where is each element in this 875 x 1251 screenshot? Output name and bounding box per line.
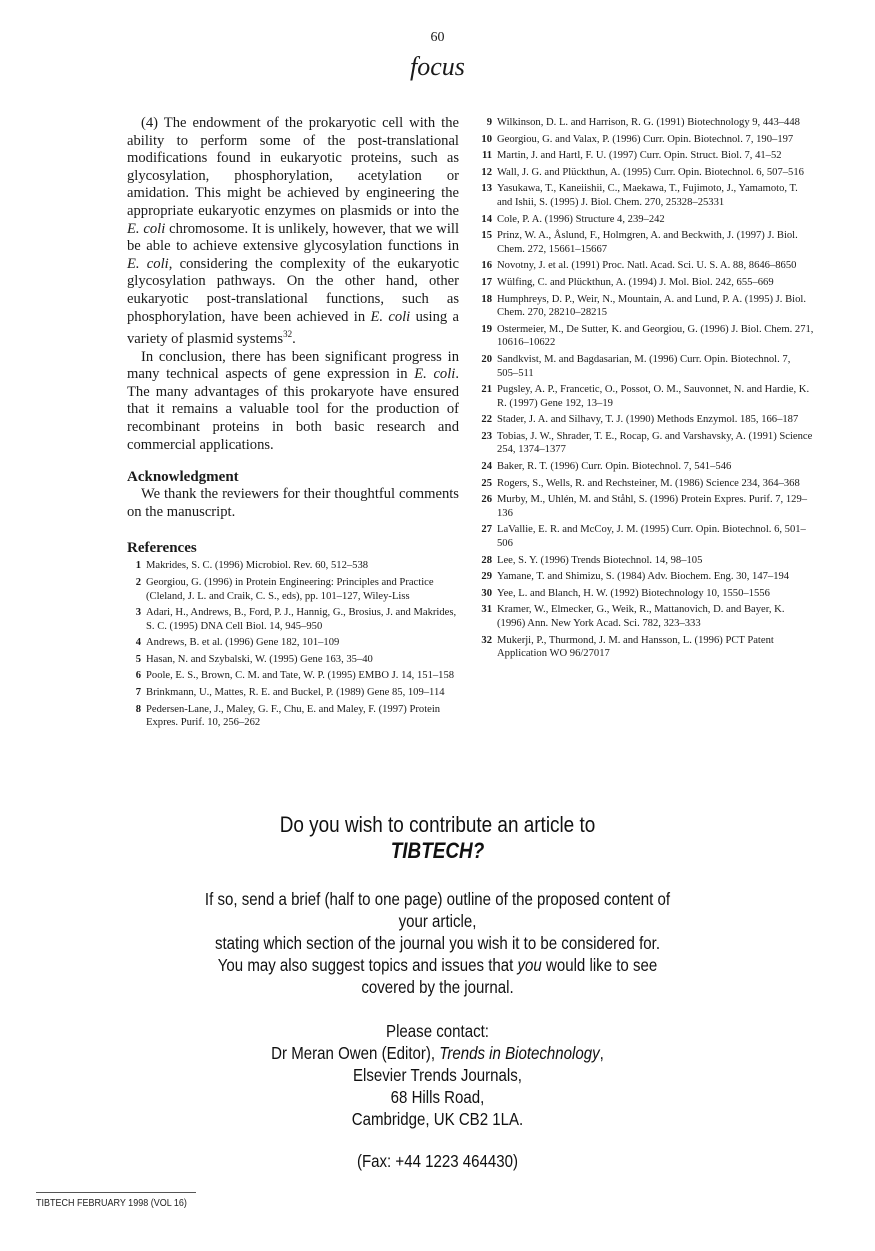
reference-number: 17 xyxy=(481,276,492,288)
reference-number: 5 xyxy=(135,653,141,665)
reference-item xyxy=(127,703,459,730)
notice-journal: TIBTECH? xyxy=(390,838,485,863)
body-paragraph-2: In conclusion, there has been significant progress in many technical aspects of gene expression in E. coli. The many advantages of this prokaryote have ensured that it remains a valuable tool for the production of recombinant proteins in both basic research and commercial applications. xyxy=(127,348,459,453)
reference-text: Adari, H., Andrews, B., Ford, P. J., Hannig, G., Brosius, J. and Makrides, S. C. (1995) DNA Cell Biol. 14, 945–950 xyxy=(146,607,457,632)
reference-number: 2 xyxy=(135,576,141,588)
reference-number: 15 xyxy=(481,230,492,242)
reference-number: 22 xyxy=(481,414,492,426)
reference-item xyxy=(478,116,814,130)
reference-text: Pedersen-Lane, J., Maley, G. F., Chu, E. and Maley, F. (1997) Protein Expres. Purif. 10, 256–262 xyxy=(146,703,441,729)
contribution-notice xyxy=(190,812,685,1172)
reference-item xyxy=(127,636,459,650)
acknowledgment-text: We thank the reviewers for their thoughtful comments on the manuscript. xyxy=(127,486,459,520)
reference-text: Lee, S. Y. (1996) Trends Biotechnol. 14, 98–105 xyxy=(497,554,703,566)
reference-item xyxy=(478,276,814,290)
notice-fax: (Fax: +44 1223 464430) xyxy=(356,1151,519,1171)
left-column xyxy=(127,115,459,733)
reference-text: Murby, M., Uhlén, M. and Ståhl, S. (1996) Protein Expres. Purif. 7, 129–136 xyxy=(497,494,808,519)
reference-item xyxy=(478,430,814,457)
reference-text: Georgiou, G. (1996) in Protein Engineering: Principles and Practice (Cleland, J. L. and Craik, C. S., eds), pp. 101–127, Wiley-Liss xyxy=(146,576,434,602)
reference-text: Kramer, W., Elmecker, G., Weik, R., Mattanovich, D. and Bayer, K. (1996) Ann. New York Acad. Sci. 782, 323–333 xyxy=(497,604,785,629)
reference-number: 20 xyxy=(481,353,492,365)
reference-item xyxy=(127,559,459,573)
reference-text: Yamane, T. and Shimizu, S. (1984) Adv. Biochem. Eng. 30, 147–194 xyxy=(497,571,790,583)
reference-item xyxy=(478,587,814,601)
reference-list-left xyxy=(127,559,459,730)
right-column xyxy=(478,116,814,664)
reference-number: 23 xyxy=(481,430,492,442)
reference-text: Novotny, J. et al. (1991) Proc. Natl. Acad. Sci. U. S. A. 88, 8646–8650 xyxy=(497,260,797,272)
reference-list-right xyxy=(478,116,814,661)
reference-number: 1 xyxy=(135,560,141,572)
reference-item xyxy=(127,653,459,667)
notice-line-1: If so, send a brief (half to one page) outline of the proposed content of your article, xyxy=(204,889,671,931)
references-heading: References xyxy=(127,540,197,557)
reference-text: Stader, J. A. and Silhavy, T. J. (1990) Methods Enzymol. 185, 166–187 xyxy=(497,414,799,426)
reference-text: Pugsley, A. P., Francetic, O., Possot, O. M., Sauvonnet, N. and Hardie, K. R. (1997) Gene 192, 13–19 xyxy=(497,384,810,409)
reference-number: 6 xyxy=(135,670,141,682)
reference-text: Yee, L. and Blanch, H. W. (1992) Biotechnology 10, 1550–1556 xyxy=(497,587,770,599)
reference-number: 9 xyxy=(486,117,492,128)
footer-issue: TIBTECH FEBRUARY 1998 (VOL 16) xyxy=(36,1198,187,1209)
reference-item xyxy=(127,576,459,603)
reference-item xyxy=(478,182,814,209)
reference-text: Makrides, S. C. (1996) Microbiol. Rev. 60, 512–538 xyxy=(146,560,369,572)
reference-text: Cole, P. A. (1996) Structure 4, 239–242 xyxy=(497,213,665,225)
section-tag: focus xyxy=(410,52,465,81)
reference-number: 21 xyxy=(481,384,492,396)
reference-number: 8 xyxy=(135,703,141,715)
reference-text: Wall, J. G. and Plückthun, A. (1995) Curr. Opin. Biotechnol. 6, 507–516 xyxy=(497,166,804,178)
reference-item xyxy=(478,477,814,491)
notice-contact-label: Please contact: xyxy=(386,1021,489,1041)
reference-item xyxy=(478,353,814,380)
notice-street: 68 Hills Road, xyxy=(390,1087,485,1107)
reference-text: Prinz, W. A., Åslund, F., Holmgren, A. and Beckwith, J. (1997) J. Biol. Chem. 272, 15661–15667 xyxy=(497,230,798,255)
reference-item xyxy=(478,149,814,163)
reference-number: 26 xyxy=(481,494,492,506)
reference-number: 18 xyxy=(481,293,492,305)
reference-text: Martin, J. and Hartl, F. U. (1997) Curr. Opin. Struct. Biol. 7, 41–52 xyxy=(497,150,782,162)
reference-number: 12 xyxy=(481,166,492,178)
notice-line-3: You may also suggest topics and issues that you would like to see covered by the journal. xyxy=(217,955,658,997)
reference-number: 3 xyxy=(135,607,141,619)
reference-number: 28 xyxy=(481,554,492,566)
reference-text: Rogers, S., Wells, R. and Rechsteiner, M. (1986) Science 234, 364–368 xyxy=(497,477,800,489)
reference-item xyxy=(478,166,814,180)
reference-number: 29 xyxy=(481,571,492,583)
reference-number: 4 xyxy=(135,637,141,649)
reference-item xyxy=(478,383,814,410)
reference-number: 16 xyxy=(481,260,492,272)
reference-item xyxy=(478,493,814,520)
reference-number: 32 xyxy=(481,634,492,646)
page-number: 60 xyxy=(430,30,445,45)
reference-text: LaVallie, E. R. and McCoy, J. M. (1995) Curr. Opin. Biotechnol. 6, 501–506 xyxy=(497,524,806,550)
reference-text: Sandkvist, M. and Bagdasarian, M. (1996) Curr. Opin. Biotechnol. 7, 505–511 xyxy=(497,353,791,379)
reference-item xyxy=(127,669,459,683)
reference-number: 7 xyxy=(135,687,141,699)
reference-item xyxy=(127,606,459,633)
reference-item xyxy=(478,413,814,427)
reference-item xyxy=(127,686,459,700)
reference-text: Wilkinson, D. L. and Harrison, R. G. (1991) Biotechnology 9, 443–448 xyxy=(497,117,800,128)
reference-text: Yasukawa, T., Kaneiishii, C., Maekawa, T., Fujimoto, J., Yamamoto, T. and Ishii, S. (1995) J. Biol. Chem. 270, 25328–25331 xyxy=(497,183,798,208)
reference-text: Georgiou, G. and Valax, P. (1996) Curr. Opin. Biotechnol. 7, 190–197 xyxy=(497,133,794,145)
reference-text: Ostermeier, M., De Sutter, K. and Georgiou, G. (1996) J. Biol. Chem. 271, 10616–10622 xyxy=(497,323,814,349)
reference-text: Mukerji, P., Thurmond, J. M. and Hansson, L. (1996) PCT Patent Application WO 96/27017 xyxy=(497,634,774,660)
reference-number: 11 xyxy=(481,150,492,162)
reference-number: 31 xyxy=(481,604,492,616)
reference-number: 24 xyxy=(481,461,492,473)
reference-item xyxy=(478,460,814,474)
reference-item xyxy=(478,634,814,661)
reference-item xyxy=(478,323,814,350)
reference-text: Brinkmann, U., Mattes, R. E. and Buckel, P. (1989) Gene 85, 109–114 xyxy=(146,687,445,699)
reference-number: 25 xyxy=(481,477,492,489)
reference-number: 27 xyxy=(481,524,492,536)
reference-number: 19 xyxy=(481,323,492,335)
notice-editor: Dr Meran Owen (Editor), Trends in Biotechnology, xyxy=(271,1043,604,1063)
reference-item xyxy=(478,133,814,147)
reference-item xyxy=(478,570,814,584)
reference-item xyxy=(478,229,814,256)
reference-number: 10 xyxy=(481,133,492,145)
body-paragraph-1: (4) The endowment of the prokaryotic cell with the ability to perform some of the post-translational modifications found in eukaryotic proteins, such as glycosylation, phosphorylation, acetylation or amidation. This might be achieved by engineering the appropriate eukaryotic enzymes on plasmids or into the E. coli chromosome. It is unlikely, however, that we will be able to achieve extensive glycosylation functions in E. coli, considering the complexity of the eukaryotic glycosylation pathways. On the other hand, other eukaryotic post-translational functions, such as phosphorylation, have been achieved in E. coli using a variety of plasmid systems$^{32}$. xyxy=(127,115,459,347)
reference-text: Andrews, B. et al. (1996) Gene 182, 101–109 xyxy=(146,637,340,649)
acknowledgment-heading: Acknowledgment xyxy=(127,469,239,486)
reference-item xyxy=(478,213,814,227)
reference-text: Wülfing, C. and Plückthun, A. (1994) J. Mol. Biol. 242, 655–669 xyxy=(497,276,774,288)
reference-item xyxy=(478,554,814,568)
reference-item xyxy=(478,293,814,320)
notice-title: Do you wish to contribute an article to xyxy=(279,812,596,837)
reference-number: 30 xyxy=(481,587,492,599)
reference-item xyxy=(478,603,814,630)
footer-rule xyxy=(36,1192,196,1193)
reference-number: 13 xyxy=(481,183,492,195)
reference-text: Hasan, N. and Szybalski, W. (1995) Gene 163, 35–40 xyxy=(146,653,373,665)
reference-text: Poole, E. S., Brown, C. M. and Tate, W. P. (1995) EMBO J. 14, 151–158 xyxy=(146,670,455,682)
reference-item xyxy=(478,259,814,273)
notice-city: Cambridge, UK CB2 1LA. xyxy=(351,1109,524,1129)
reference-item xyxy=(478,523,814,550)
reference-text: Tobias, J. W., Shrader, T. E., Rocap, G. and Varshavsky, A. (1991) Science 254, 1374–1377 xyxy=(497,430,813,456)
reference-number: 14 xyxy=(481,213,492,225)
reference-text: Humphreys, D. P., Weir, N., Mountain, A. and Lund, P. A. (1995) J. Biol. Chem. 270, 28210–28215 xyxy=(497,293,806,319)
notice-publisher: Elsevier Trends Journals, xyxy=(353,1065,522,1085)
notice-line-2: stating which section of the journal you wish it to be considered for. xyxy=(214,933,661,953)
reference-text: Baker, R. T. (1996) Curr. Opin. Biotechnol. 7, 541–546 xyxy=(497,461,732,473)
